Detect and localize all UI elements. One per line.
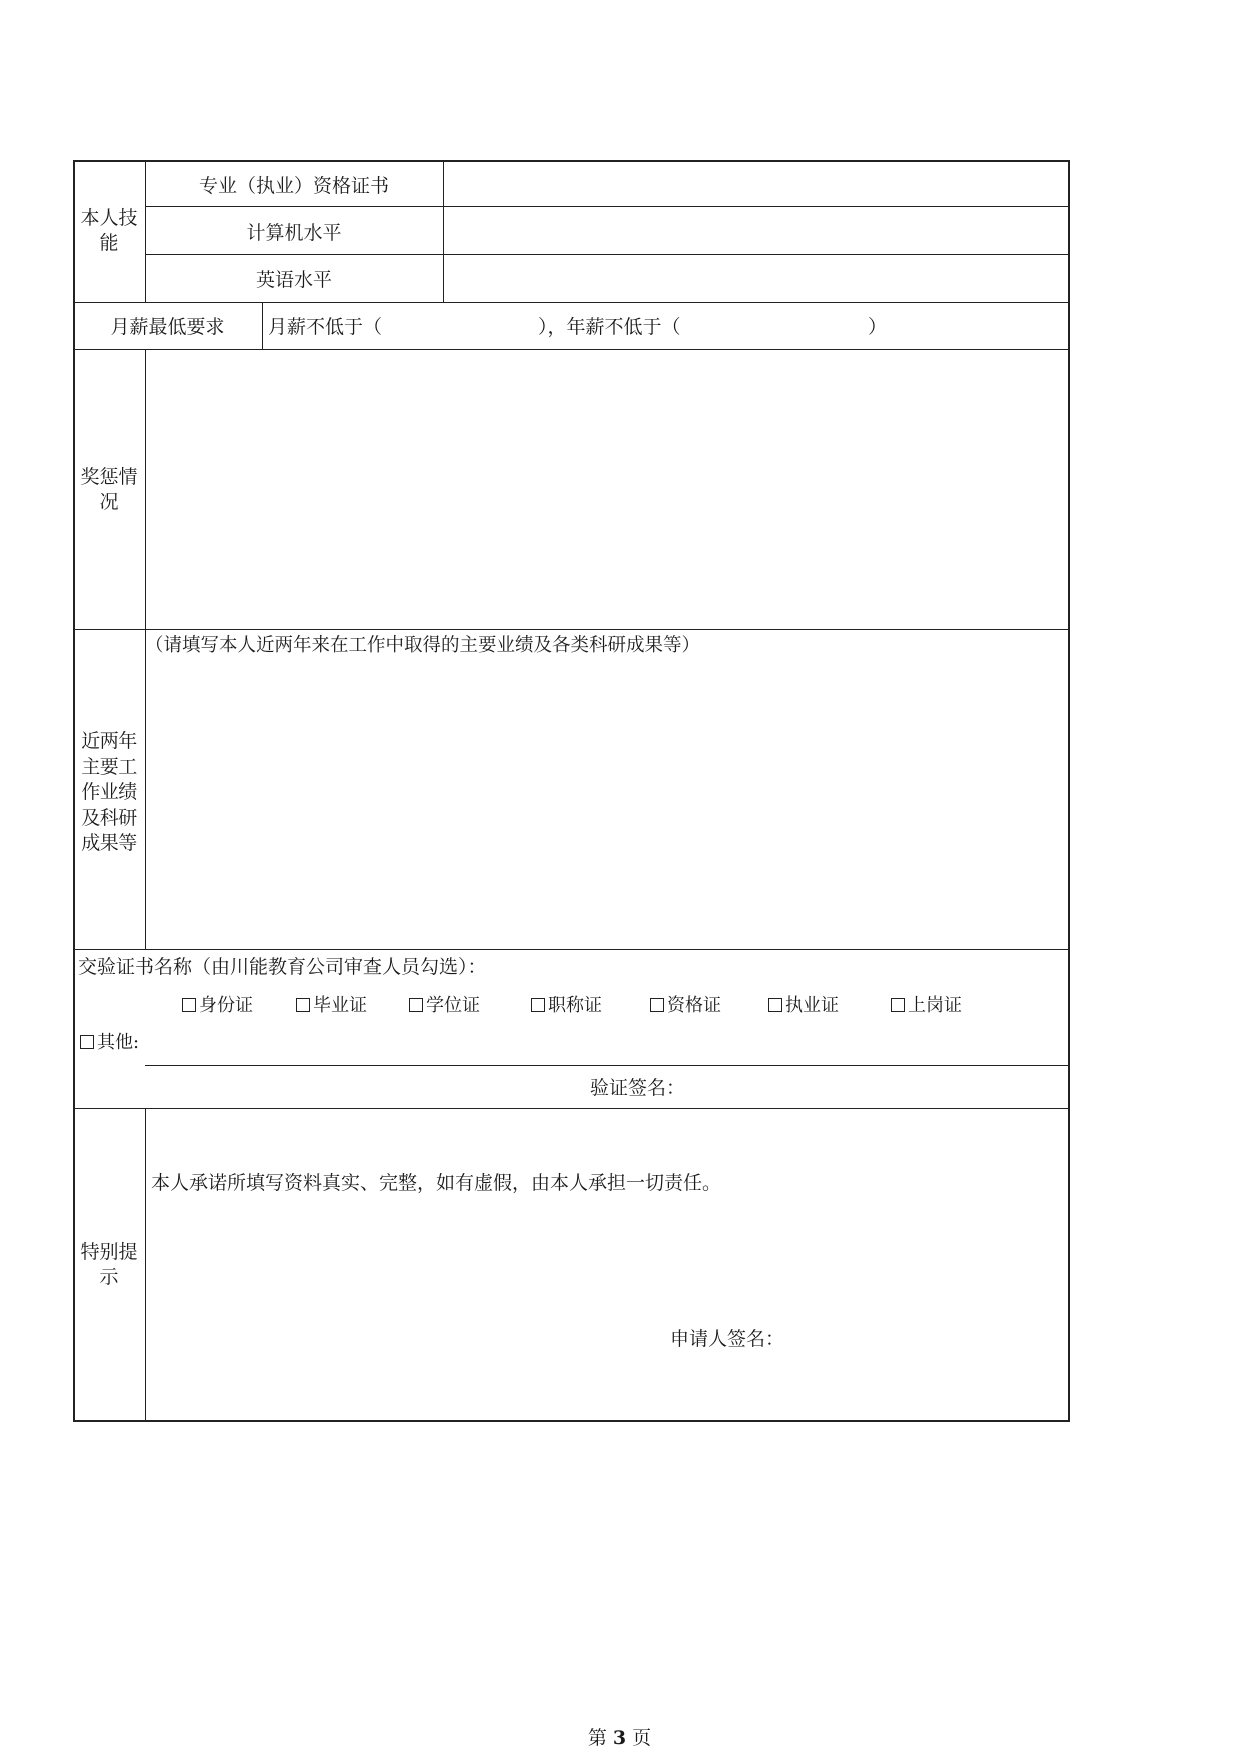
- certificates-other-underline: [145, 1065, 1070, 1066]
- achievements-field[interactable]: [152, 665, 1062, 940]
- skills-value-divider: [443, 160, 444, 302]
- checkbox-icon: [650, 998, 664, 1012]
- certificates-title: 交验证书名称（由川能教育公司审查人员勾选）：: [78, 956, 487, 978]
- achievements-label: 近两年主要工作业绩及科研成果等: [81, 730, 137, 854]
- checkbox-icon: [531, 998, 545, 1012]
- section-divider-awards-top: [73, 349, 1070, 350]
- page-number: 第 3 页: [587, 1727, 652, 1749]
- skills-row-divider-1: [145, 206, 1070, 207]
- section-divider-certificates-top: [73, 949, 1070, 950]
- salary-annual-prefix: ），年薪不低于（: [538, 316, 681, 338]
- certificate-option-diploma[interactable]: 毕业证: [296, 994, 367, 1018]
- skills-english-label: 英语水平: [255, 269, 332, 291]
- skills-qualification-label: 专业（执业）资格证书: [198, 175, 389, 197]
- skills-row-divider-2: [145, 254, 1070, 255]
- certificate-option-other[interactable]: 其他:: [80, 1031, 139, 1055]
- section-divider-achievements-top: [73, 629, 1070, 630]
- salary-suffix: ）: [868, 316, 888, 338]
- checkbox-icon: [409, 998, 423, 1012]
- awards-field[interactable]: [152, 360, 1062, 620]
- verify-signature-label: 验证签名：: [590, 1077, 686, 1099]
- applicant-signature-label: 申请人签名：: [670, 1328, 785, 1350]
- section-divider-notice-top: [73, 1108, 1070, 1109]
- checkbox-icon: [80, 1035, 94, 1049]
- salary-label: 月薪最低要求: [110, 316, 225, 338]
- checkbox-icon: [768, 998, 782, 1012]
- certificate-option-practice[interactable]: 执业证: [768, 994, 839, 1018]
- notice-label: 特别提示: [80, 1241, 138, 1288]
- certificate-option-post[interactable]: 上岗证: [891, 994, 962, 1018]
- checkbox-icon: [891, 998, 905, 1012]
- skills-group-label: 本人技能: [80, 207, 138, 254]
- certificate-option-title[interactable]: 职称证: [531, 994, 602, 1018]
- achievements-hint: （请填写本人近两年来在工作中取得的主要业绩及各类科研成果等）: [145, 635, 701, 656]
- salary-monthly-prefix: 月薪不低于（: [268, 316, 383, 338]
- checkbox-icon: [296, 998, 310, 1012]
- section-divider-salary-top: [73, 302, 1070, 303]
- skills-computer-label: 计算机水平: [246, 222, 342, 244]
- certificate-option-degree[interactable]: 学位证: [409, 994, 480, 1018]
- certificate-option-id-card[interactable]: 身份证: [182, 994, 253, 1018]
- salary-label-divider: [262, 302, 263, 349]
- checkbox-icon: [182, 998, 196, 1012]
- notice-text: 本人承诺所填写资料真实、完整，如有虚假，由本人承担一切责任。: [151, 1172, 722, 1194]
- notice-label-divider: [145, 1108, 146, 1422]
- awards-label: 奖惩情况: [80, 466, 138, 513]
- certificate-option-qualification[interactable]: 资格证: [650, 994, 721, 1018]
